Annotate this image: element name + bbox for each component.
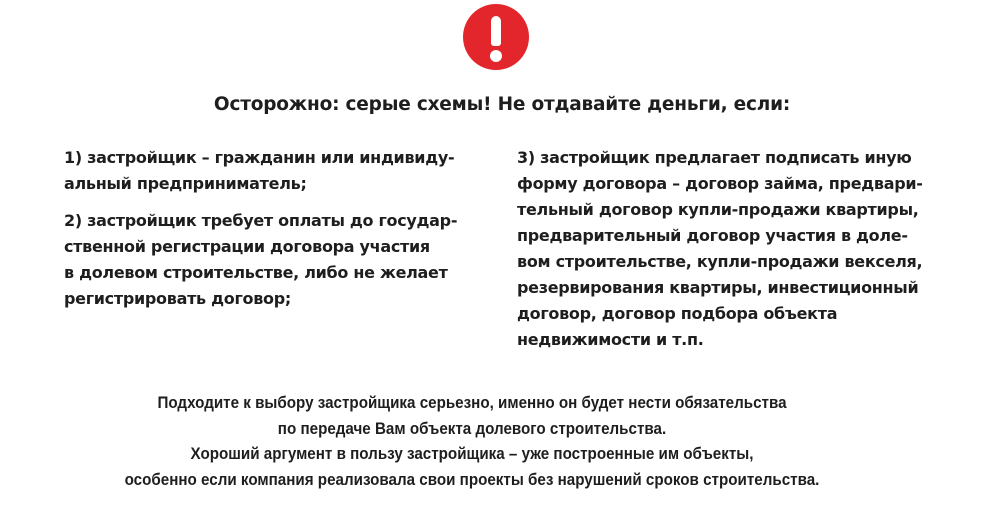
warning-list-right — [517, 145, 923, 353]
item-line: ственной регистрации договора участия — [64, 237, 430, 256]
item-line: 2) застройщик требует оплаты до государ- — [64, 211, 458, 230]
item-line: альный предприниматель; — [64, 174, 307, 193]
warning-item-1 — [64, 145, 457, 197]
item-line: 1) застройщик – гражданин или индивиду- — [64, 148, 455, 167]
item-line: тельный договор купли-продажи квартиры, — [517, 200, 919, 219]
item-line: договор, договор подбора объекта — [517, 304, 838, 323]
warning-item-2 — [64, 208, 457, 312]
item-line: резервирования квартиры, инвестиционный — [517, 278, 919, 297]
advice-paragraph — [38, 391, 906, 494]
exclamation-dot — [490, 50, 502, 62]
advice-line: по передаче Вам объекта долевого строительства. — [277, 419, 667, 438]
advice-line: Подходите к выбору застройщика серьезно, именно он будет нести обязательства — [157, 394, 787, 412]
advice-line: Хороший аргумент в пользу застройщика – уже построенные им объекты, — [190, 445, 754, 464]
warning-title: Осторожно: серые схемы! Не отдавайте деньги, если: — [213, 94, 791, 115]
warning-item-3 — [517, 145, 923, 353]
exclamation-icon — [463, 4, 529, 70]
item-line: в долевом строительстве, либо не желает — [64, 263, 448, 282]
item-line: недвижимости и т.п. — [517, 330, 704, 349]
item-line: 3) застройщик предлагает подписать иную — [517, 148, 912, 167]
warning-list-left — [64, 145, 457, 312]
item-line: форму договора – договор займа, предвари- — [517, 174, 923, 193]
advice-line: особенно если компания реализовала свои проекты без нарушений сроков строительства. — [124, 471, 820, 490]
item-line: регистрировать договор; — [64, 289, 291, 308]
item-line: предварительный договор участия в доле- — [517, 226, 908, 245]
exclamation-bar — [491, 16, 501, 46]
item-line: вом строительстве, купли-продажи векселя, — [517, 252, 923, 271]
